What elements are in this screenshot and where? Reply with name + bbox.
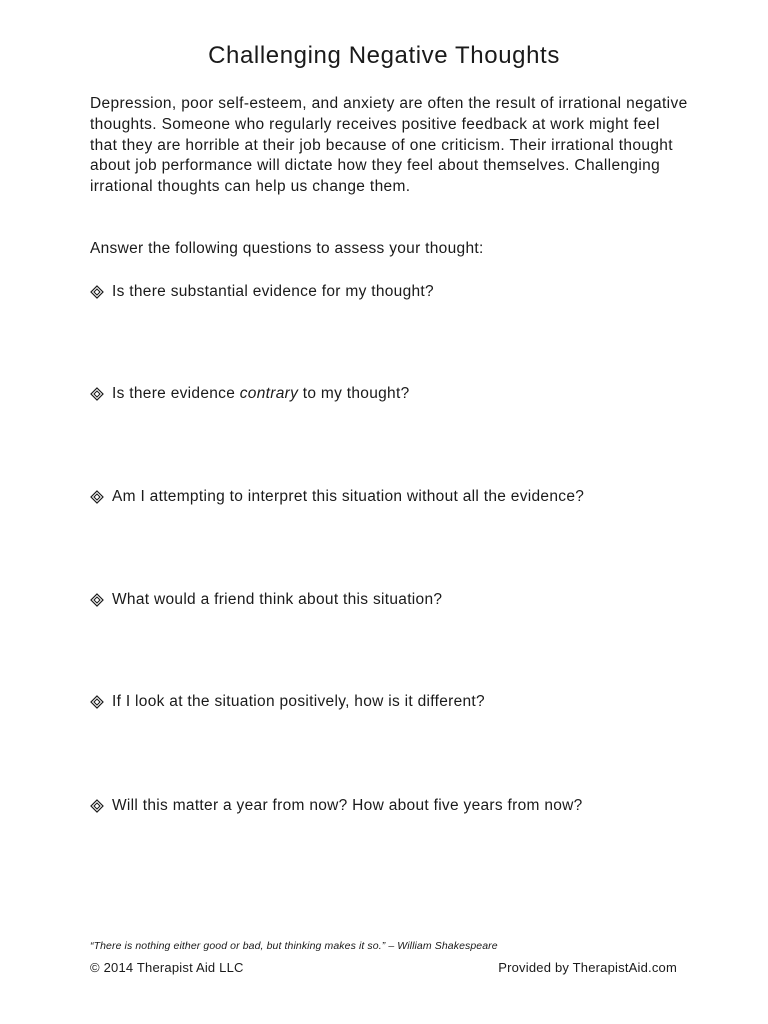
question-text-before: Is there evidence — [112, 385, 240, 402]
question-2 — [90, 385, 710, 403]
copyright-notice: © 2014 Therapist Aid LLC — [90, 960, 244, 975]
diamond-bullet-icon — [90, 695, 104, 709]
question-3 — [90, 488, 710, 506]
shakespeare-quote: “There is nothing either good or bad, but thinking makes it so.” – William Shakespeare — [90, 940, 498, 952]
question-1 — [90, 283, 710, 301]
question-text: Will this matter a year from now? How about five years from now? — [112, 797, 583, 814]
question-text: Am I attempting to interpret this situation without all the evidence? — [112, 488, 585, 505]
intro-paragraph: Depression, poor self-esteem, and anxiety are often the result of irrational negative thoughts. Someone who regularly receives positive feedback at work might feel that they are horrible at their job because of one criticism. Their irrational thought about job performance will dictate how they feel about themselves. Challenging irrational thoughts can help us change them. — [90, 95, 688, 196]
diamond-bullet-icon — [90, 387, 104, 401]
diamond-bullet-icon — [90, 285, 104, 299]
question-text: Is there substantial evidence for my thought? — [112, 283, 434, 300]
question-text: What would a friend think about this situation? — [112, 591, 443, 608]
question-4 — [90, 591, 710, 609]
question-text — [112, 385, 409, 403]
question-6 — [90, 797, 710, 815]
provider-credit: Provided by TherapistAid.com — [498, 960, 677, 975]
diamond-bullet-icon — [90, 593, 104, 607]
instruction-text: Answer the following questions to assess your thought: — [90, 240, 484, 257]
diamond-bullet-icon — [90, 490, 104, 504]
question-5 — [90, 693, 710, 711]
question-emphasis: contrary — [239, 385, 299, 402]
page-title: Challenging Negative Thoughts — [208, 42, 560, 69]
diamond-bullet-icon — [90, 799, 104, 813]
question-text: If I look at the situation positively, how is it different? — [112, 693, 485, 710]
question-text-after: to my thought? — [298, 385, 410, 402]
